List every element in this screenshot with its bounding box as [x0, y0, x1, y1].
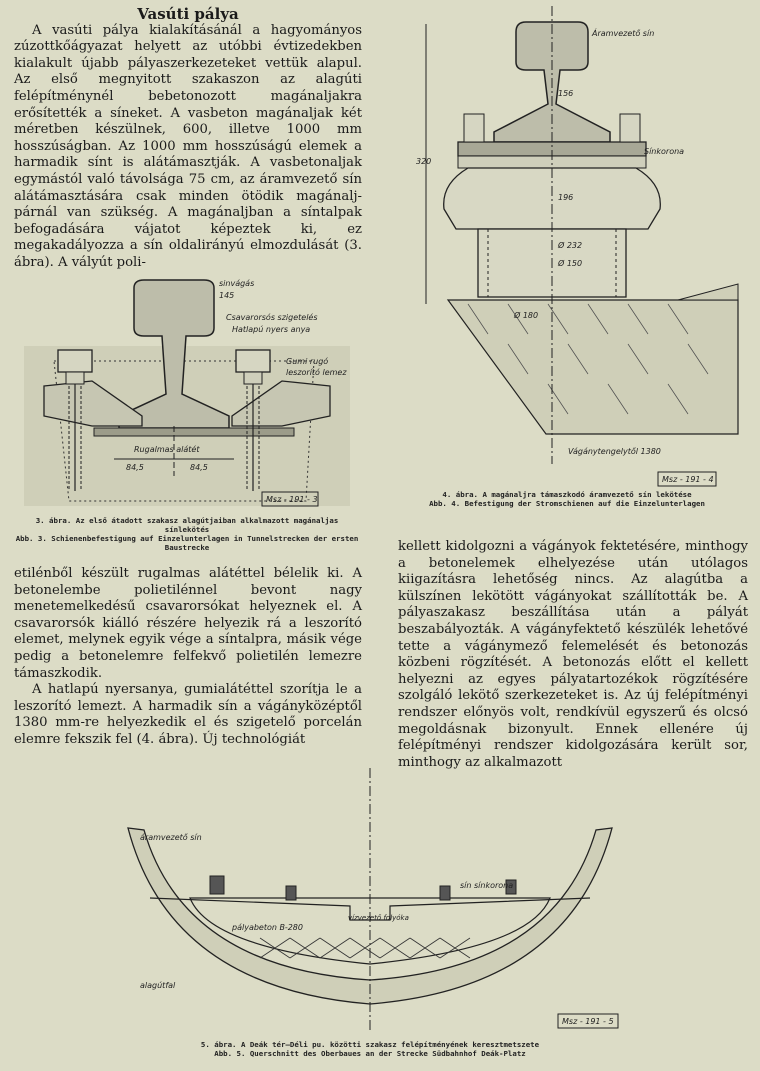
fig4-label-height: 320 — [416, 157, 432, 166]
fig5-label-rail: áramvezető sín — [140, 833, 202, 842]
left-column-top — [14, 6, 362, 272]
fig4-label-d2: 196 — [558, 193, 574, 202]
fig3-label-rail: sinvágás — [219, 279, 255, 288]
fig3-caption-de: Abb. 3. Schienenbefestigung auf Einzelunterlagen in Tunnelstrecken der ersten Baustrecke — [15, 534, 359, 552]
fig3-label-rubber2: leszorító lemez — [286, 368, 347, 377]
fig5-label-tunnel: alagútfal — [140, 981, 176, 990]
left-column-bottom — [14, 566, 362, 749]
fig4-label-bottom: Vágánytengelytől 1380 — [568, 447, 661, 456]
fig4-label-d5: Ø 180 — [514, 311, 539, 320]
paragraph-2: etilénből készült rugalmas alátéttel bélelik ki. A betonelembe polietilénnel bevont nagy menetemelkedésű csavarorsókat helyeznek el. A csavarorsók kiálló részére helyezik rá a leszorító elemet, melynek egyik vége a síntalpra, másik vége pedig a betonelemre felfekvő polietilén lemezre támaszkodik. — [14, 566, 362, 681]
fig3-label-pad: Rugalmas alátét — [134, 445, 200, 454]
fig4-label-d3: Ø 232 — [558, 241, 583, 250]
right-column — [398, 539, 748, 771]
fig4-label-d4: Ø 150 — [558, 259, 583, 268]
paragraph-4: kellett kidolgozni a vágányok fektetésére, minthogy a betonelemek elhelyezése után utólagos kiigazításra lehetőség nincs. Az alagútba a külszínen lekötött vágányokat szállították be. A pályaszakasz beszállítása után a pályát beszabályozták. A vágányfektető készülék lehetővé tette a vágánymező felemelését és betonozás közbeni rögzítését. A betonozás előtt el kellett helyezni az egyes pályatartozékok rögzítésére szolgáló lekötő szerkezeteket is. Az új felépítményi rendszer előnyös volt, rendkívül egyszerű és olcsó megoldásnak bizonyult. Ennek ellenére új felépítményi rendszer kidolgozására került sor, minthogy az alkalmazott — [398, 539, 748, 770]
figure-4-caption — [378, 490, 756, 508]
fig5-label-drain: vízvezető folyóka — [348, 914, 409, 922]
fig5-label-crown: sín sínkorona — [460, 881, 514, 890]
fig4-caption-hu: 4. ábra. A magánaljra támaszkodó áramvezető sín lekötése — [442, 490, 692, 499]
fig3-label-rubber: Gumi rugó — [286, 357, 329, 366]
fig5-label-track: pályabeton B-280 — [232, 923, 303, 932]
fig4-stamp: Msz - 191 - 4 — [662, 475, 714, 484]
fig4-label-rail: Áramvezető sín — [592, 29, 655, 38]
figure-5-drawing — [110, 768, 630, 1036]
fig5-caption-hu: 5. ábra. A Deák tér—Déli pu. közötti szakasz felépítményének keresztmetszete — [200, 1040, 540, 1049]
paragraph-1: A vasúti pálya kialakításánál a hagyományos zúzottkőágyazat helyett az utóbbi évtizedekben kialakult újabb pályaszerkezeteket vettük alapul. Az első megnyitott szakaszon az alagúti felépítménynél bebetonozott magánaljakra erősítették a síneket. A vasbeton magánaljak két méretben készülnek, 600, illetve 1000 mm hosszúságban. Az 1000 mm hosszúságú elemek a harmadik sínt is alátámasztják. A vasbetonaljak egymástól való távolsága 75 cm, az áramvezető sín alátámasztására csak minden ötödik magánalj-párnál van szükség. A magánaljban a síntalpak befogadására vájatot képeztek ki, ez megakadályozza a sín oldalirányú elmozdulását (3. ábra). A vályút poli- — [14, 22, 362, 270]
fig4-label-side: Sínkorona — [644, 147, 685, 156]
fig3-label-nut: Hatlapú nyers anya — [232, 325, 311, 334]
fig3-label-screw: Csavarorsós szigetelés — [226, 313, 318, 322]
figure-3-caption — [14, 516, 360, 552]
fig5-caption-de: Abb. 5. Querschnitt des Oberbaues an der Strecke Südbahnhof Deák-Platz — [214, 1049, 526, 1058]
fig4-caption-de: Abb. 4. Befestigung der Stromschienen auf die Einzelunterlagen — [429, 499, 705, 508]
fig3-label-rail2: 145 — [219, 291, 235, 300]
paragraph-3: A hatlapú nyersanya, gumialátéttel szorítja le a leszorító lemezt. A harmadik sín a vágányközéptől 1380 mm-re helyezkedik el és szigetelő porcelán elemre fekszik fel (4. ábra). Új technológiát — [14, 682, 362, 747]
figure-5-caption — [110, 1040, 630, 1058]
fig3-label-dim2: 84,5 — [190, 463, 208, 472]
fig4-label-d1: 156 — [558, 89, 574, 98]
figure-3-drawing — [14, 276, 360, 512]
figure-4-drawing — [378, 4, 756, 488]
fig5-stamp: Msz - 191 - 5 — [562, 1017, 614, 1026]
fig3-caption-hu: 3. ábra. Az első átadott szakasz alagútjaiban alkalmazott magánaljas sínlekötés — [35, 516, 339, 534]
fig3-label-dim1: 84,5 — [126, 463, 144, 472]
article-title: Vasúti pálya — [137, 5, 239, 23]
fig3-stamp: Msz - 191 - 3 — [266, 495, 318, 504]
